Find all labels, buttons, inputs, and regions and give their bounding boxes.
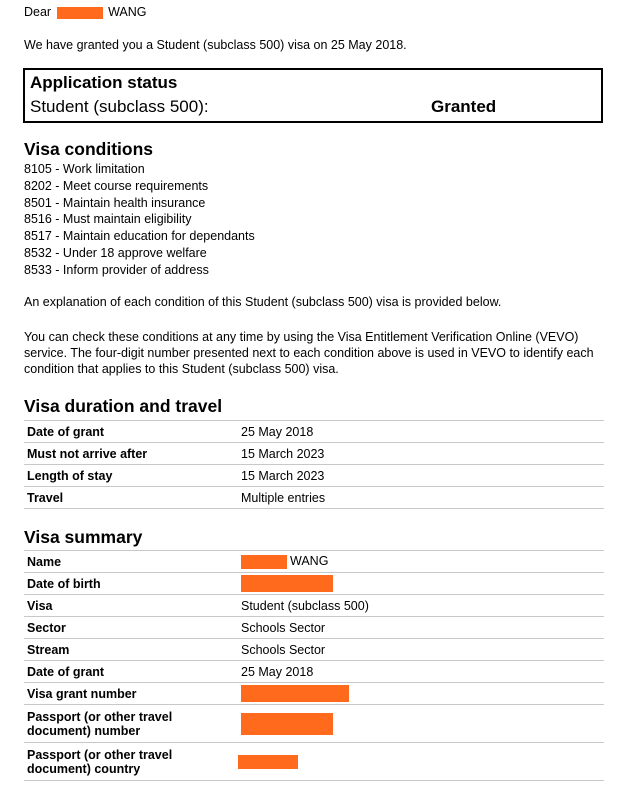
condition-item: 8202 - Meet course requirements	[24, 178, 209, 193]
table-row	[24, 661, 604, 683]
row-value	[238, 743, 604, 781]
row-value: Schools Sector	[238, 639, 604, 661]
application-status-title: Application status	[30, 73, 178, 92]
table-row	[24, 639, 604, 661]
row-label: Visa	[24, 595, 238, 617]
condition-item: 8533 - Inform provider of address	[24, 262, 209, 277]
row-value: Schools Sector	[238, 617, 604, 639]
redacted-passport-number	[241, 713, 333, 735]
row-label: Date of birth	[24, 573, 238, 595]
table-row	[24, 421, 604, 443]
duration-table	[24, 420, 604, 509]
row-value	[238, 705, 604, 743]
row-value: 25 May 2018	[238, 421, 604, 443]
row-value: 25 May 2018	[238, 661, 604, 683]
condition-item: 8516 - Must maintain eligibility	[24, 212, 192, 227]
table-row	[24, 705, 604, 743]
row-label: Sector	[24, 617, 238, 639]
redacted-grant-number	[241, 685, 349, 702]
condition-item: 8517 - Maintain education for dependants	[24, 229, 255, 244]
vevo-note: You can check these conditions at any time by using the Visa Entitlement Verification Online (VEVO) service. The four-digit number presented next to each condition above is used in VEVO to identify each condition that applies to this Student (subclass 500) visa.	[24, 330, 594, 376]
table-row	[24, 573, 604, 595]
redacted-date-of-birth	[241, 575, 333, 592]
condition-item: 8532 - Under 18 approve welfare	[24, 245, 207, 260]
row-value: Multiple entries	[238, 487, 604, 509]
salutation-surname: WANG	[108, 5, 147, 19]
row-value	[238, 683, 604, 705]
application-status-box	[23, 68, 603, 123]
row-label	[24, 743, 238, 781]
table-row	[24, 487, 604, 509]
table-row	[24, 595, 604, 617]
row-label-line: document) country	[27, 761, 141, 776]
row-label-line: document) number	[27, 723, 141, 738]
row-label: Date of grant	[24, 421, 238, 443]
summary-table	[24, 550, 604, 781]
row-label-line: Passport (or other travel	[27, 709, 173, 724]
table-row	[24, 551, 604, 573]
conditions-explanation: An explanation of each condition of this Student (subclass 500) visa is provided below.	[24, 295, 502, 309]
salutation-prefix: Dear	[24, 5, 52, 19]
row-label: Name	[24, 551, 238, 573]
row-label-line: Passport (or other travel	[27, 747, 173, 762]
duration-heading: Visa duration and travel	[24, 396, 223, 416]
visa-conditions-list	[24, 161, 255, 279]
row-label: Visa grant number	[24, 683, 238, 705]
row-value	[238, 551, 604, 573]
redacted-passport-country	[238, 755, 298, 769]
table-row	[24, 465, 604, 487]
summary-heading: Visa summary	[24, 527, 143, 547]
condition-item: 8105 - Work limitation	[24, 162, 145, 176]
row-label: Stream	[24, 639, 238, 661]
row-label	[24, 705, 238, 743]
table-row	[24, 743, 604, 781]
row-value: 15 March 2023	[238, 465, 604, 487]
row-label: Date of grant	[24, 661, 238, 683]
summary-surname: WANG	[290, 554, 329, 569]
row-label: Must not arrive after	[24, 443, 238, 465]
row-value: Student (subclass 500)	[238, 595, 604, 617]
row-label: Travel	[24, 487, 238, 509]
grant-sentence: We have granted you a Student (subclass 500) visa on 25 May 2018.	[24, 38, 407, 52]
table-row	[24, 683, 604, 705]
salutation-line	[24, 5, 146, 20]
row-label: Length of stay	[24, 465, 238, 487]
redacted-given-name	[241, 555, 287, 569]
redacted-given-name	[57, 7, 103, 19]
application-status-label: Student (subclass 500):	[30, 97, 209, 116]
table-row	[24, 443, 604, 465]
visa-conditions-heading: Visa conditions	[24, 139, 154, 159]
application-status-value: Granted	[431, 97, 497, 116]
row-value: 15 March 2023	[238, 443, 604, 465]
condition-item: 8501 - Maintain health insurance	[24, 195, 206, 210]
table-row	[24, 617, 604, 639]
row-value	[238, 573, 604, 595]
